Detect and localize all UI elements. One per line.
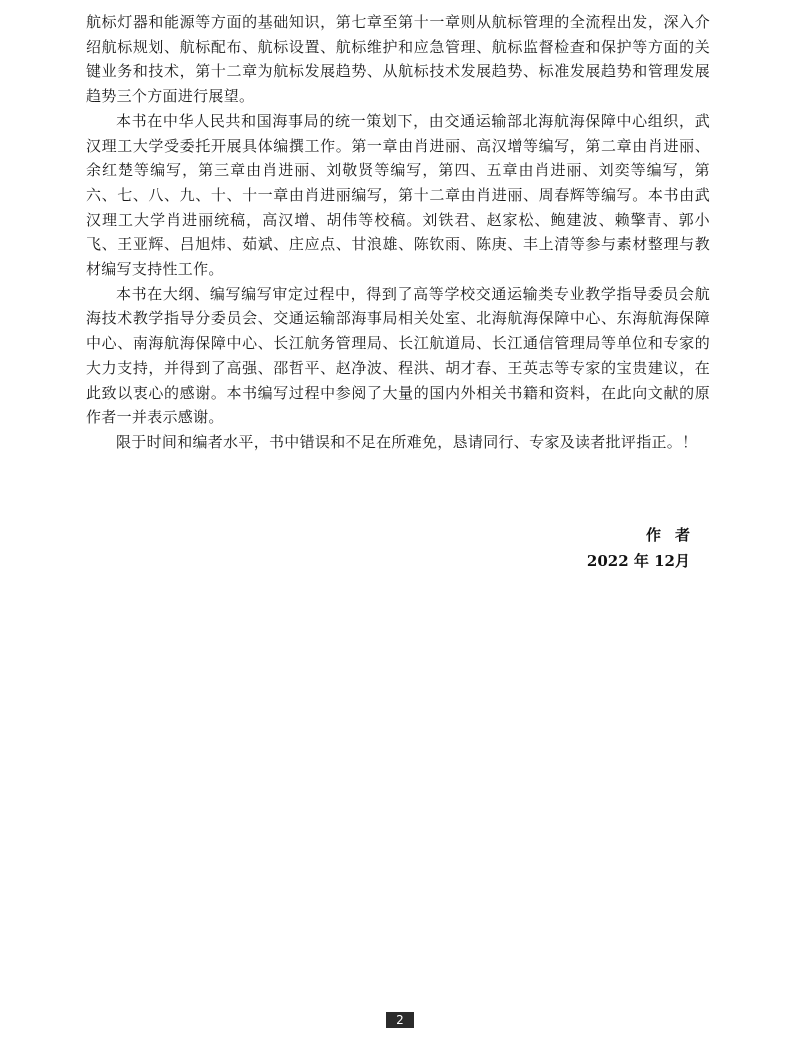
preface-body (86, 10, 710, 455)
paragraph-disclaimer: 限于时间和编者水平，书中错误和不足在所难免，恳请同行、专家及读者批评指正。！ (116, 432, 698, 451)
paragraph-authors: 本书在中华人民共和国海事局的统一策划下，由交通运输部北海航海保障中心组织，武汉理工大学受委托开展具体编撰工作。第一章由肖进丽、高汉增等编写，第二章由肖进丽、余红楚等编写，第三章由肖进丽、刘敬贤等编写，第四、五章由肖进丽、刘奕等编写，第六、七、八、九、十、十一章由肖进丽编写，第十二章由肖进丽、周春辉等编写。本书由武汉理工大学肖进丽统稿，高汉增、胡伟等校稿。刘铁君、赵家松、鲍建波、赖擎青、郭小飞、王亚辉、吕旭炜、茹斌、庄应点、甘浪雄、陈钦雨、陈庚、丰上清等参与素材整理与教材编写支持性工作。 (86, 111, 710, 279)
signature-date: 2022 年 12月 (586, 552, 690, 570)
paragraph-continuation: 航标灯器和能源等方面的基础知识，第七章至第十一章则从航标管理的全流程出发，深入介绍航标规划、航标配布、航标设置、航标维护和应急管理、航标监督检查和保护等方面的关键业务和技术，第十二章为航标发展趋势、从航标技术发展趋势、标准发展趋势和管理发展趋势三个方面进行展望。 (86, 13, 710, 106)
paragraph-acknowledgements: 本书在大纲、编写编写审定过程中，得到了高等学校交通运输类专业教学指导委员会航海技术教学指导分委员会、交通运输部海事局相关处室、北海航海保障中心、东海航海保障中心、南海航海保障中心、长江航务管理局、长江航道局、长江通信管理局等单位和专家的大力支持，并得到了高强、邵哲平、赵净波、程洪、胡才春、王英志等专家的宝贵建议，在此致以衷心的感谢。本书编写过程中参阅了大量的国内外相关书籍和资料，在此向文献的原作者一并表示感谢。 (86, 284, 710, 427)
signature-author: 作者 (645, 526, 704, 544)
page-number: 2 (386, 1012, 414, 1028)
